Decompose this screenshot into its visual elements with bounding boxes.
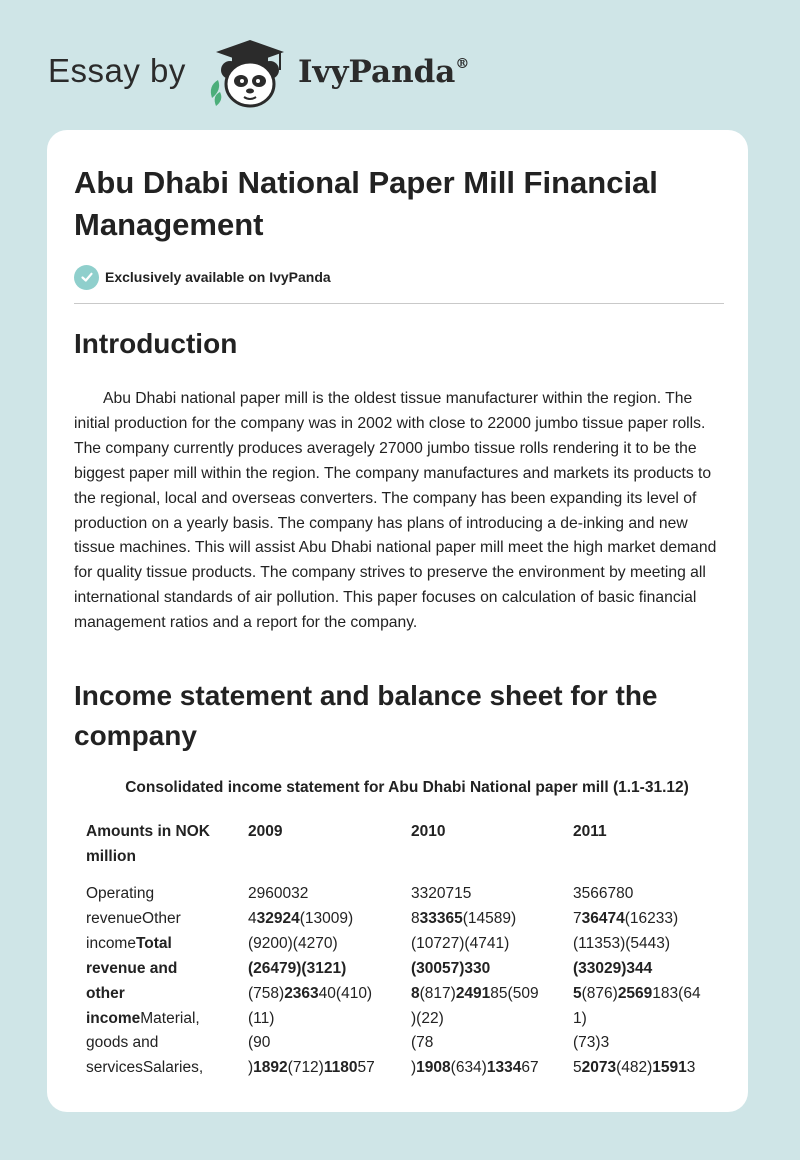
table-header-2011: 2011	[573, 823, 607, 840]
exclusive-badge	[74, 264, 331, 290]
table-cell-2011: 3566780 736474(16233) (11353)(5443) (33029)344 5(876)2569183(64 1) (73)3 52073(482)15913	[573, 885, 701, 1077]
site-logo[interactable]	[48, 34, 488, 114]
introduction-paragraph: Abu Dhabi national paper mill is the oldest tissue manufacturer within the region. The initial production for the company was in 2002 with close to 22000 jumbo tissue paper rolls. The company currently produces averagely 27000 jumbo tissue rolls rendering it to be the biggest paper mill within the region. The company manufactures and markets its products to the regional, local and overseas converters. The company has been expanding its level of production on a yearly basis. The company has plans of introducing a de-inking and new tissue machines. This will assist Abu Dhabi national paper mill meet the high market demand for quality tissue products. The company strives to preserve the environment by meeting all international standards of air pollution. This paper focuses on calculation of basic financial management ratios and a report for the company.	[74, 390, 717, 632]
exclusive-label: Exclusively available on IvyPanda	[105, 269, 331, 285]
section-heading-introduction: Introduction	[74, 328, 238, 359]
table-header-2010: 2010	[411, 823, 446, 840]
table-cell-2010: 3320715 833365(14589) (10727)(4741) (30057)330 8(817)249185(509 )(22) (78 )1908(634)133467	[411, 885, 539, 1077]
check-icon	[74, 265, 99, 290]
table-header-2009: 2009	[248, 823, 283, 840]
divider	[74, 303, 724, 304]
table-cell-2009: 2960032 432924(13009) (9200)(4270) (26479)(3121) (758)236340(410) (11) (90 )1892(712)118057	[248, 885, 375, 1077]
essay-by-label: Essay by	[48, 52, 186, 89]
panda-logo-icon	[206, 36, 294, 112]
table-header-amounts: Amounts in NOK million	[86, 823, 210, 865]
article-title: Abu Dhabi National Paper Mill Financial Management	[74, 165, 658, 242]
brand-name: IvyPanda®	[298, 54, 470, 90]
article-card	[47, 130, 748, 1112]
table-caption: Consolidated income statement for Abu Dhabi National paper mill (1.1-31.12)	[125, 779, 689, 796]
table-cell-labels: Operating revenueOther incomeTotal revenue and other incomeMaterial, goods and servicesSalaries,	[86, 885, 204, 1077]
section-heading-income-statement: Income statement and balance sheet for the company	[74, 680, 658, 751]
